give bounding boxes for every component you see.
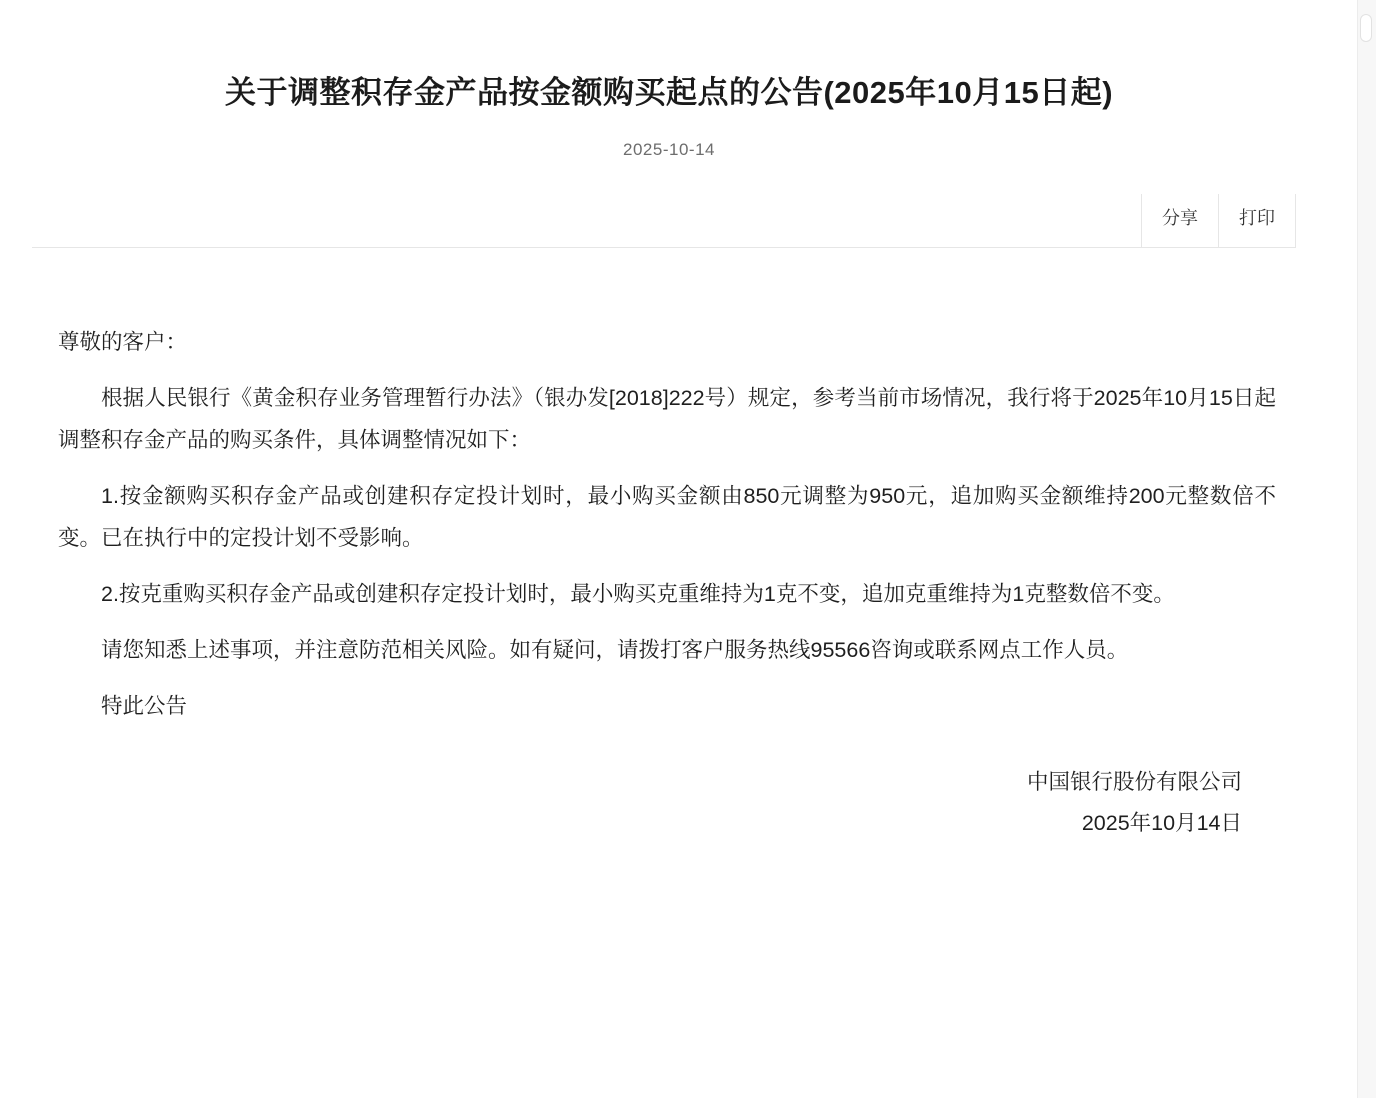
body-paragraph-3: 2.按克重购买积存金产品或创建积存定投计划时，最小购买克重维持为1克不变，追加克重维持为1克整数倍不变。 bbox=[101, 582, 1175, 607]
page-title: 关于调整积存金产品按金额购买起点的公告(2025年10月15日起) bbox=[224, 75, 1114, 110]
salutation: 尊敬的客户： bbox=[58, 330, 188, 355]
action-toolbar bbox=[32, 194, 1296, 249]
document-body bbox=[0, 248, 1338, 843]
share-button[interactable]: 分享 bbox=[1141, 194, 1218, 248]
signature-org: 中国银行股份有限公司 bbox=[1026, 769, 1242, 794]
signature-date: 2025年10月14日 bbox=[1081, 810, 1242, 835]
signature-block bbox=[58, 762, 1276, 844]
print-button[interactable]: 打印 bbox=[1218, 194, 1296, 248]
body-paragraph-5: 特此公告 bbox=[101, 693, 188, 718]
body-paragraph-1: 根据人民银行《黄金积存业务管理暂行办法》（银办发[2018]222号）规定，参考当前市场情况，我行将于2025年10月15日起调整积存金产品的购买条件，具体调整情况如下： bbox=[58, 386, 1276, 453]
body-paragraph-4: 请您知悉上述事项，并注意防范相关风险。如有疑问，请拨打客户服务热线95566咨询或联系网点工作人员。 bbox=[101, 637, 1129, 662]
scrollbar-thumb[interactable] bbox=[1360, 14, 1372, 42]
right-scroll-rail[interactable] bbox=[1357, 0, 1376, 1098]
publish-date: 2025-10-14 bbox=[623, 139, 715, 159]
body-paragraph-2: 1.按金额购买积存金产品或创建积存定投计划时，最小购买金额由850元调整为950元，追加购买金额维持200元整数倍不变。已在执行中的定投计划不受影响。 bbox=[58, 484, 1276, 551]
